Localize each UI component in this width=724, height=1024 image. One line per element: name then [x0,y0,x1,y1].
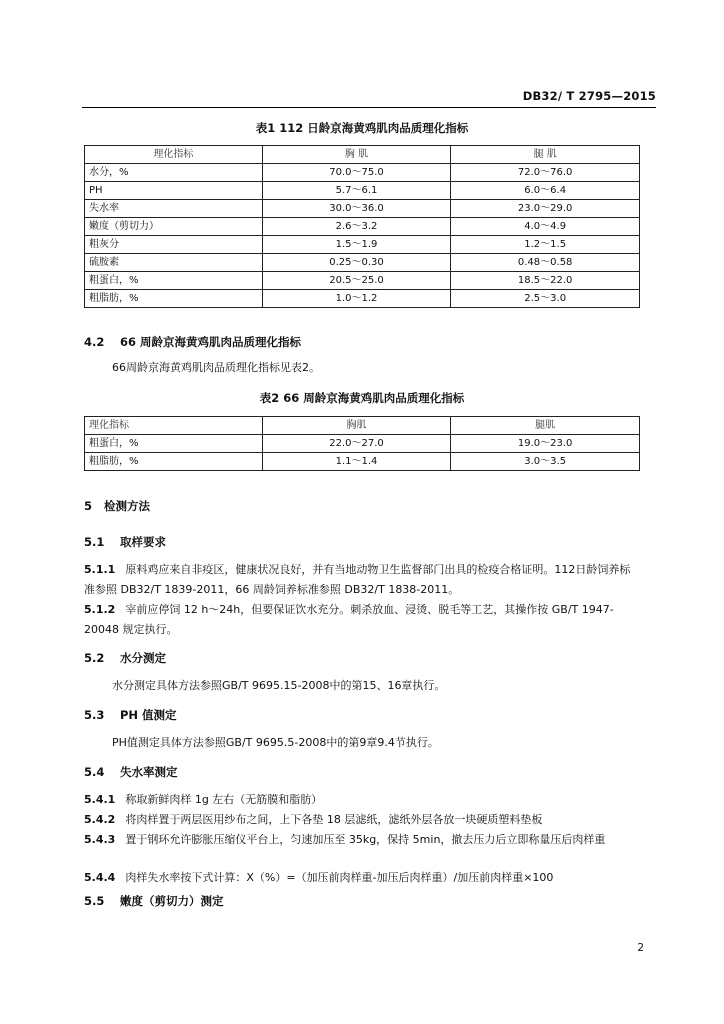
section-number: 5.3 [84,708,105,722]
cell: 1.1～1.4 [262,453,451,471]
clause-number: 5.4.3 [84,833,116,846]
section-title: 失水率测定 [120,765,178,779]
section-5-4-heading [84,764,178,780]
paragraph-5-1-2 [84,600,640,640]
section-5-2-text: 水分测定具体方法参照GB/T 9695.15-2008中的第15、16章执行。 [112,679,446,692]
table-row [85,200,640,218]
section-5-5-heading [84,893,224,909]
clause-number: 5.1.1 [84,563,116,576]
page-number: 2 [637,942,644,954]
section-title: 水分测定 [120,651,166,665]
cell: 粗脂肪，% [85,453,263,471]
standard-number: DB32/ T 2795—2015 [522,89,656,103]
section-number: 5.4 [84,765,105,779]
section-number: 5 [84,499,93,513]
section-title: 66 周龄京海黄鸡肌肉品质理化指标 [120,335,302,349]
clause-number: 5.1.2 [84,603,116,616]
section-number: 5.2 [84,651,105,665]
cell: 粗蛋白，% [85,272,263,290]
table-header-row [85,417,640,435]
table2-caption: 表2 66 周龄京海黄鸡肌肉品质理化指标 [259,391,465,405]
cell: 70.0～75.0 [262,164,451,182]
section-title: 取样要求 [120,535,166,549]
table-row [85,254,640,272]
cell: 1.0～1.2 [262,290,451,308]
table-row [85,236,640,254]
column-header: 腿 肌 [451,146,640,164]
clause-number: 5.4.1 [84,793,116,806]
section-5-3-text: PH值测定具体方法参照GB/T 9695.5-2008中的第9章9.4节执行。 [112,736,439,749]
clause-number: 5.4.2 [84,813,116,826]
cell: 失水率 [85,200,263,218]
table-row [85,182,640,200]
section-5-1-heading [84,534,166,550]
cell: 粗脂肪，% [85,290,263,308]
cell: 粗蛋白，% [85,435,263,453]
section-5-2-heading [84,650,166,666]
section-title: 嫩度（剪切力）测定 [120,894,224,908]
cell: 5.7～6.1 [262,182,451,200]
column-header: 腿肌 [451,417,640,435]
cell: 嫩度（剪切力） [85,218,263,236]
cell: 水分，% [85,164,263,182]
cell: 2.5～3.0 [451,290,640,308]
clause-text: 原料鸡应来自非疫区，健康状况良好，并有当地动物卫生监督部门出具的检疫合格证明。112日龄饲养标准参照 DB32/T 1839-2011，66 周龄饲养标准参照 DB32/T 1838-2011。 [84,563,631,596]
clause-number: 5.4.4 [84,871,116,884]
section-4-2-heading [84,334,301,350]
clause-text: 称取新鲜肉样 1g 左右（无筋膜和脂肪） [125,793,323,806]
table-row [85,272,640,290]
section-title: 检测方法 [104,499,150,513]
section-4-2-text: 66周龄京海黄鸡肌肉品质理化指标见表2。 [112,361,320,374]
table-header-row [85,146,640,164]
cell: 30.0～36.0 [262,200,451,218]
column-header: 胸 肌 [262,146,451,164]
column-header: 胸肌 [262,417,451,435]
table-row [85,435,640,453]
section-5-3-heading [84,707,177,723]
paragraph-5-4-1 [84,790,640,810]
cell: 19.0～23.0 [451,435,640,453]
column-header: 理化指标 [85,417,263,435]
clause-text: 肉样失水率按下式计算：X（%）=（加压前肉样重-加压后肉样重）/加压前肉样重×100 [125,871,554,884]
paragraph-5-4-3 [84,830,640,850]
cell: 22.0～27.0 [262,435,451,453]
cell: 硫胺素 [85,254,263,272]
cell: 23.0～29.0 [451,200,640,218]
table-row [85,453,640,471]
table-row [85,218,640,236]
cell: 3.0～3.5 [451,453,640,471]
cell: 20.5～25.0 [262,272,451,290]
cell: 0.25～0.30 [262,254,451,272]
cell: 1.2～1.5 [451,236,640,254]
cell: 粗灰分 [85,236,263,254]
table1 [84,145,640,308]
cell: 6.0～6.4 [451,182,640,200]
table2 [84,416,640,471]
column-header: 理化指标 [85,146,263,164]
table-row [85,290,640,308]
clause-text: 宰前应停饲 12 h～24h，但要保证饮水充分。刺杀放血、浸烫、脱毛等工艺，其操作按 GB/T 1947-20048 规定执行。 [84,603,614,636]
cell: 1.5～1.9 [262,236,451,254]
table1-caption: 表1 112 日龄京海黄鸡肌肉品质理化指标 [255,121,469,135]
clause-text: 将肉样置于两层医用纱布之间，上下各垫 18 层滤纸，滤纸外层各放一块硬质塑料垫板 [125,813,543,826]
header-rule [82,107,656,108]
paragraph-5-4-4 [84,868,640,888]
cell: 72.0～76.0 [451,164,640,182]
paragraph-5-4-2 [84,810,640,830]
section-number: 5.1 [84,535,105,549]
section-number: 5.5 [84,894,105,908]
cell: 0.48～0.58 [451,254,640,272]
cell: PH [85,182,263,200]
section-number: 4.2 [84,335,105,349]
cell: 2.6～3.2 [262,218,451,236]
section-5-heading [84,498,150,514]
cell: 4.0～4.9 [451,218,640,236]
section-title: PH 值测定 [120,708,177,722]
table-row [85,164,640,182]
cell: 18.5～22.0 [451,272,640,290]
clause-text: 置于钢环允许膨胀压缩仪平台上，匀速加压至 35kg，保持 5min，撤去压力后立即称量压后肉样重 [125,833,606,846]
paragraph-5-1-1 [84,560,640,600]
